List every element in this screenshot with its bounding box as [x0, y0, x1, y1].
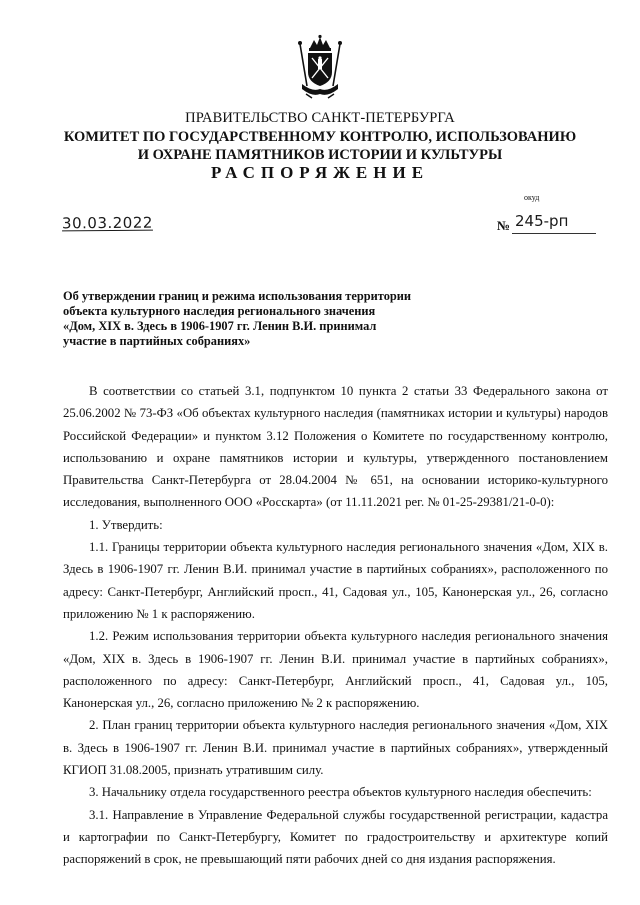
body-paragraph-item-1-1: 1.1. Границы территории объекта культурного наследия регионального значения «Дом, XIX в. Здесь в 1906-1907 гг. Ленин В.И. принимал участие в партийных собраниях», расположенного по адресу: Санкт-Петербург, Английский просп., 41, Садовая ул., 105, Канонерская ул., 26, согласно приложению № 1 к распоряжению. [63, 540, 608, 621]
body-paragraph-item-1-2: 1.2. Режим использования территории объекта культурного наследия регионального значения «Дом, XIX в. Здесь в 1906-1907 гг. Ленин В.И. принимал участие в партийных собраниях», расположенного по адресу: Санкт-Петербург, Английский просп., 41, Садовая ул., 105, Канонерская ул., 26, согласно приложению № 2 к распоряжению. [63, 629, 608, 711]
subject-line: объекта культурного наследия регионального значения [63, 304, 376, 318]
st-petersburg-coat-of-arms-icon [296, 34, 344, 100]
okud-label: окуд [524, 193, 540, 202]
org-name-committee [0, 128, 640, 164]
document-number: 245-рп [515, 212, 569, 230]
subject-line: Об утверждении границ и режима использования территории [63, 289, 412, 303]
document-type-title: РАСПОРЯЖЕНИЕ [210, 163, 430, 182]
number-underline [512, 233, 596, 234]
org-name-committee-line2: И ОХРАНЕ ПАМЯТНИКОВ ИСТОРИИ И КУЛЬТУРЫ [137, 147, 503, 163]
org-name-government: ПРАВИТЕЛЬСТВО САНКТ-ПЕТЕРБУРГА [185, 110, 455, 126]
body-paragraph-item-3: 3. Начальнику отдела государственного реестра объектов культурного наследия обеспечить: [89, 785, 592, 800]
number-sign: № [497, 218, 511, 233]
body-paragraph-preamble: В соответствии со статьей 3.1, подпунктом 10 пункта 2 статьи 33 Федерального закона от 25.06.2002 № 73-ФЗ «Об объектах культурного наследия (памятниках истории и культуры) народов Российской Федерации» и пунктом 3.12 Положения о Комитете по государственному контролю, использованию и охране памятников истории и культуры, утвержденного постановлением Правительства Санкт-Петербурга от 28.04.2004 № 651, на основании историко-культурного исследования, выполненного ООО «Росскарта» (от 11.11.2021 рег. № 01-25-29381/21-0-0): [63, 384, 608, 510]
body-paragraph-item-2: 2. План границ территории объекта культурного наследия регионального значения «Дом, XIX в. Здесь в 1906-1907 гг. Ленин В.И. принимал участие в партийных собраниях», утвержденный КГИОП 31.08.2005, признать утратившим силу. [63, 718, 608, 778]
body-paragraph-item-3-1: 3.1. Направление в Управление Федеральной службы государственной регистрации, кадастра и картографии по Санкт-Петербургу, Комитет по градостроительству и архитектуре копий распоряжений в срок, не превышающий пяти рабочих дней со дня издания распоряжения. [63, 807, 608, 867]
subject-line: «Дом, XIX в. Здесь в 1906-1907 гг. Ленин В.И. принимал [63, 319, 377, 333]
document-date: 30.03.2022 [61, 213, 153, 233]
org-name-committee-line1: КОМИТЕТ ПО ГОСУДАРСТВЕННОМУ КОНТРОЛЮ, ИСПОЛЬЗОВАНИЮ [63, 129, 577, 145]
document-body [63, 380, 608, 871]
body-paragraph-item-1: 1. Утвердить: [89, 517, 163, 532]
document-subject [63, 289, 463, 349]
subject-line: участие в партийных собраниях» [63, 334, 251, 348]
